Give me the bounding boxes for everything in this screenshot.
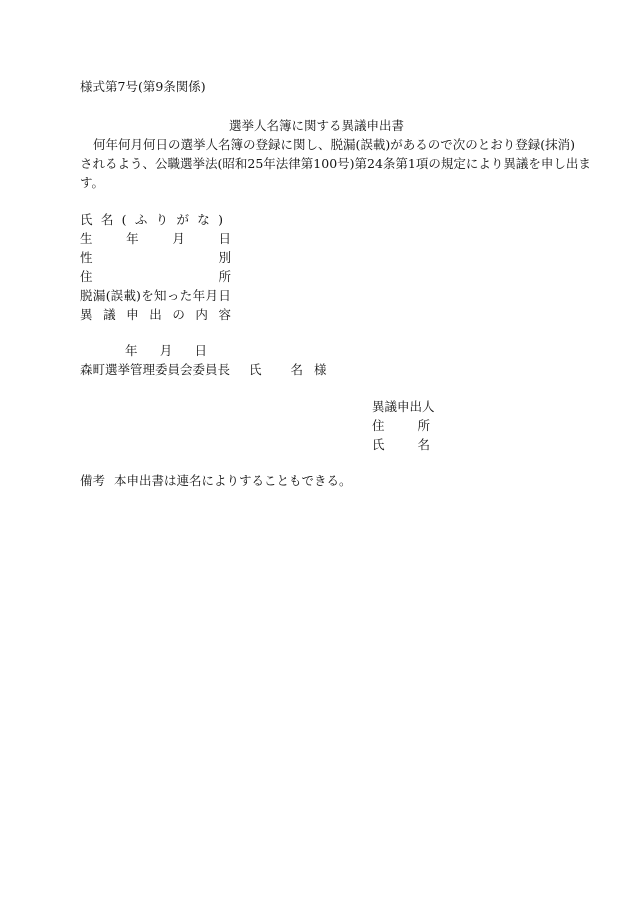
applicant-char: 氏	[372, 437, 385, 452]
date-day: 日	[194, 343, 207, 358]
document-title: 選挙人名簿に関する異議申出書	[229, 118, 405, 133]
field-char: 脱	[80, 288, 93, 303]
remarks-label: 備考	[80, 473, 106, 488]
field-char: 年	[126, 231, 139, 246]
field-char: 漏	[92, 288, 106, 303]
applicant-name	[372, 436, 430, 454]
field-char: を	[141, 288, 154, 303]
body-line-2: されるよう、公職選挙法(昭和25年法律第100号)第24条第1項の規定により異議を申し出ま	[80, 156, 591, 171]
field-char: ふ	[134, 212, 148, 227]
field-char: (誤	[105, 288, 124, 303]
field-char: 月	[172, 231, 185, 246]
field-char: 出	[149, 307, 162, 322]
form-number: 様式第7号(第9条関係)	[80, 79, 206, 94]
field-name-furigana	[80, 211, 223, 229]
field-address	[80, 268, 231, 286]
applicant-char: 所	[417, 418, 430, 433]
field-char: 知	[154, 288, 167, 303]
field-char: 性	[80, 250, 93, 265]
field-char: 所	[218, 269, 231, 284]
field-char: 年	[192, 288, 206, 303]
field-char: の	[172, 307, 185, 322]
field-omission-date	[80, 287, 231, 305]
addressee-name-char: 氏	[249, 362, 262, 377]
field-char: 生	[80, 231, 93, 246]
field-char: り	[155, 212, 169, 227]
date-line	[125, 342, 207, 360]
addressee-title: 森町選挙管理委員会委員長	[80, 362, 231, 377]
body-line-1: 何年何月何日の選挙人名簿の登録に関し、脱漏(誤載)があるので次のとおり登録(抹消)	[93, 137, 576, 152]
field-sex	[80, 249, 231, 267]
field-char: な	[197, 212, 210, 227]
field-char: )	[218, 212, 223, 227]
applicant-char: 名	[417, 437, 430, 452]
applicant-char: 住	[372, 418, 385, 433]
field-char: 日	[218, 288, 231, 303]
applicant-address	[372, 417, 430, 435]
addressee-name-char: 名	[290, 362, 304, 377]
field-char: 議	[103, 307, 116, 322]
field-char: 氏	[80, 212, 93, 227]
remarks-text: 本申出書は連名によりすることもできる。	[114, 473, 352, 488]
field-char: が	[176, 212, 189, 227]
field-char: 名	[100, 212, 114, 227]
field-objection-content	[80, 306, 231, 324]
date-year: 年	[125, 343, 138, 358]
field-char: 別	[218, 250, 231, 265]
body-line-3: す。	[80, 175, 105, 190]
field-char: (	[121, 212, 127, 227]
field-char: 容	[218, 307, 231, 322]
field-char: 載)	[123, 288, 141, 303]
field-char: 申	[126, 307, 139, 322]
field-char: た	[179, 288, 193, 303]
field-char: っ	[166, 288, 180, 303]
applicant-heading: 異議申出人	[372, 399, 435, 414]
field-char: 日	[218, 231, 231, 246]
field-char: 住	[80, 269, 93, 284]
date-month: 月	[159, 343, 173, 358]
field-birth-date	[80, 230, 231, 248]
field-char: 異	[80, 307, 93, 322]
addressee-honorific: 様	[314, 362, 327, 377]
field-char: 月	[205, 288, 218, 303]
addressee	[80, 361, 327, 379]
field-char: 内	[195, 307, 208, 322]
remarks	[80, 472, 352, 490]
